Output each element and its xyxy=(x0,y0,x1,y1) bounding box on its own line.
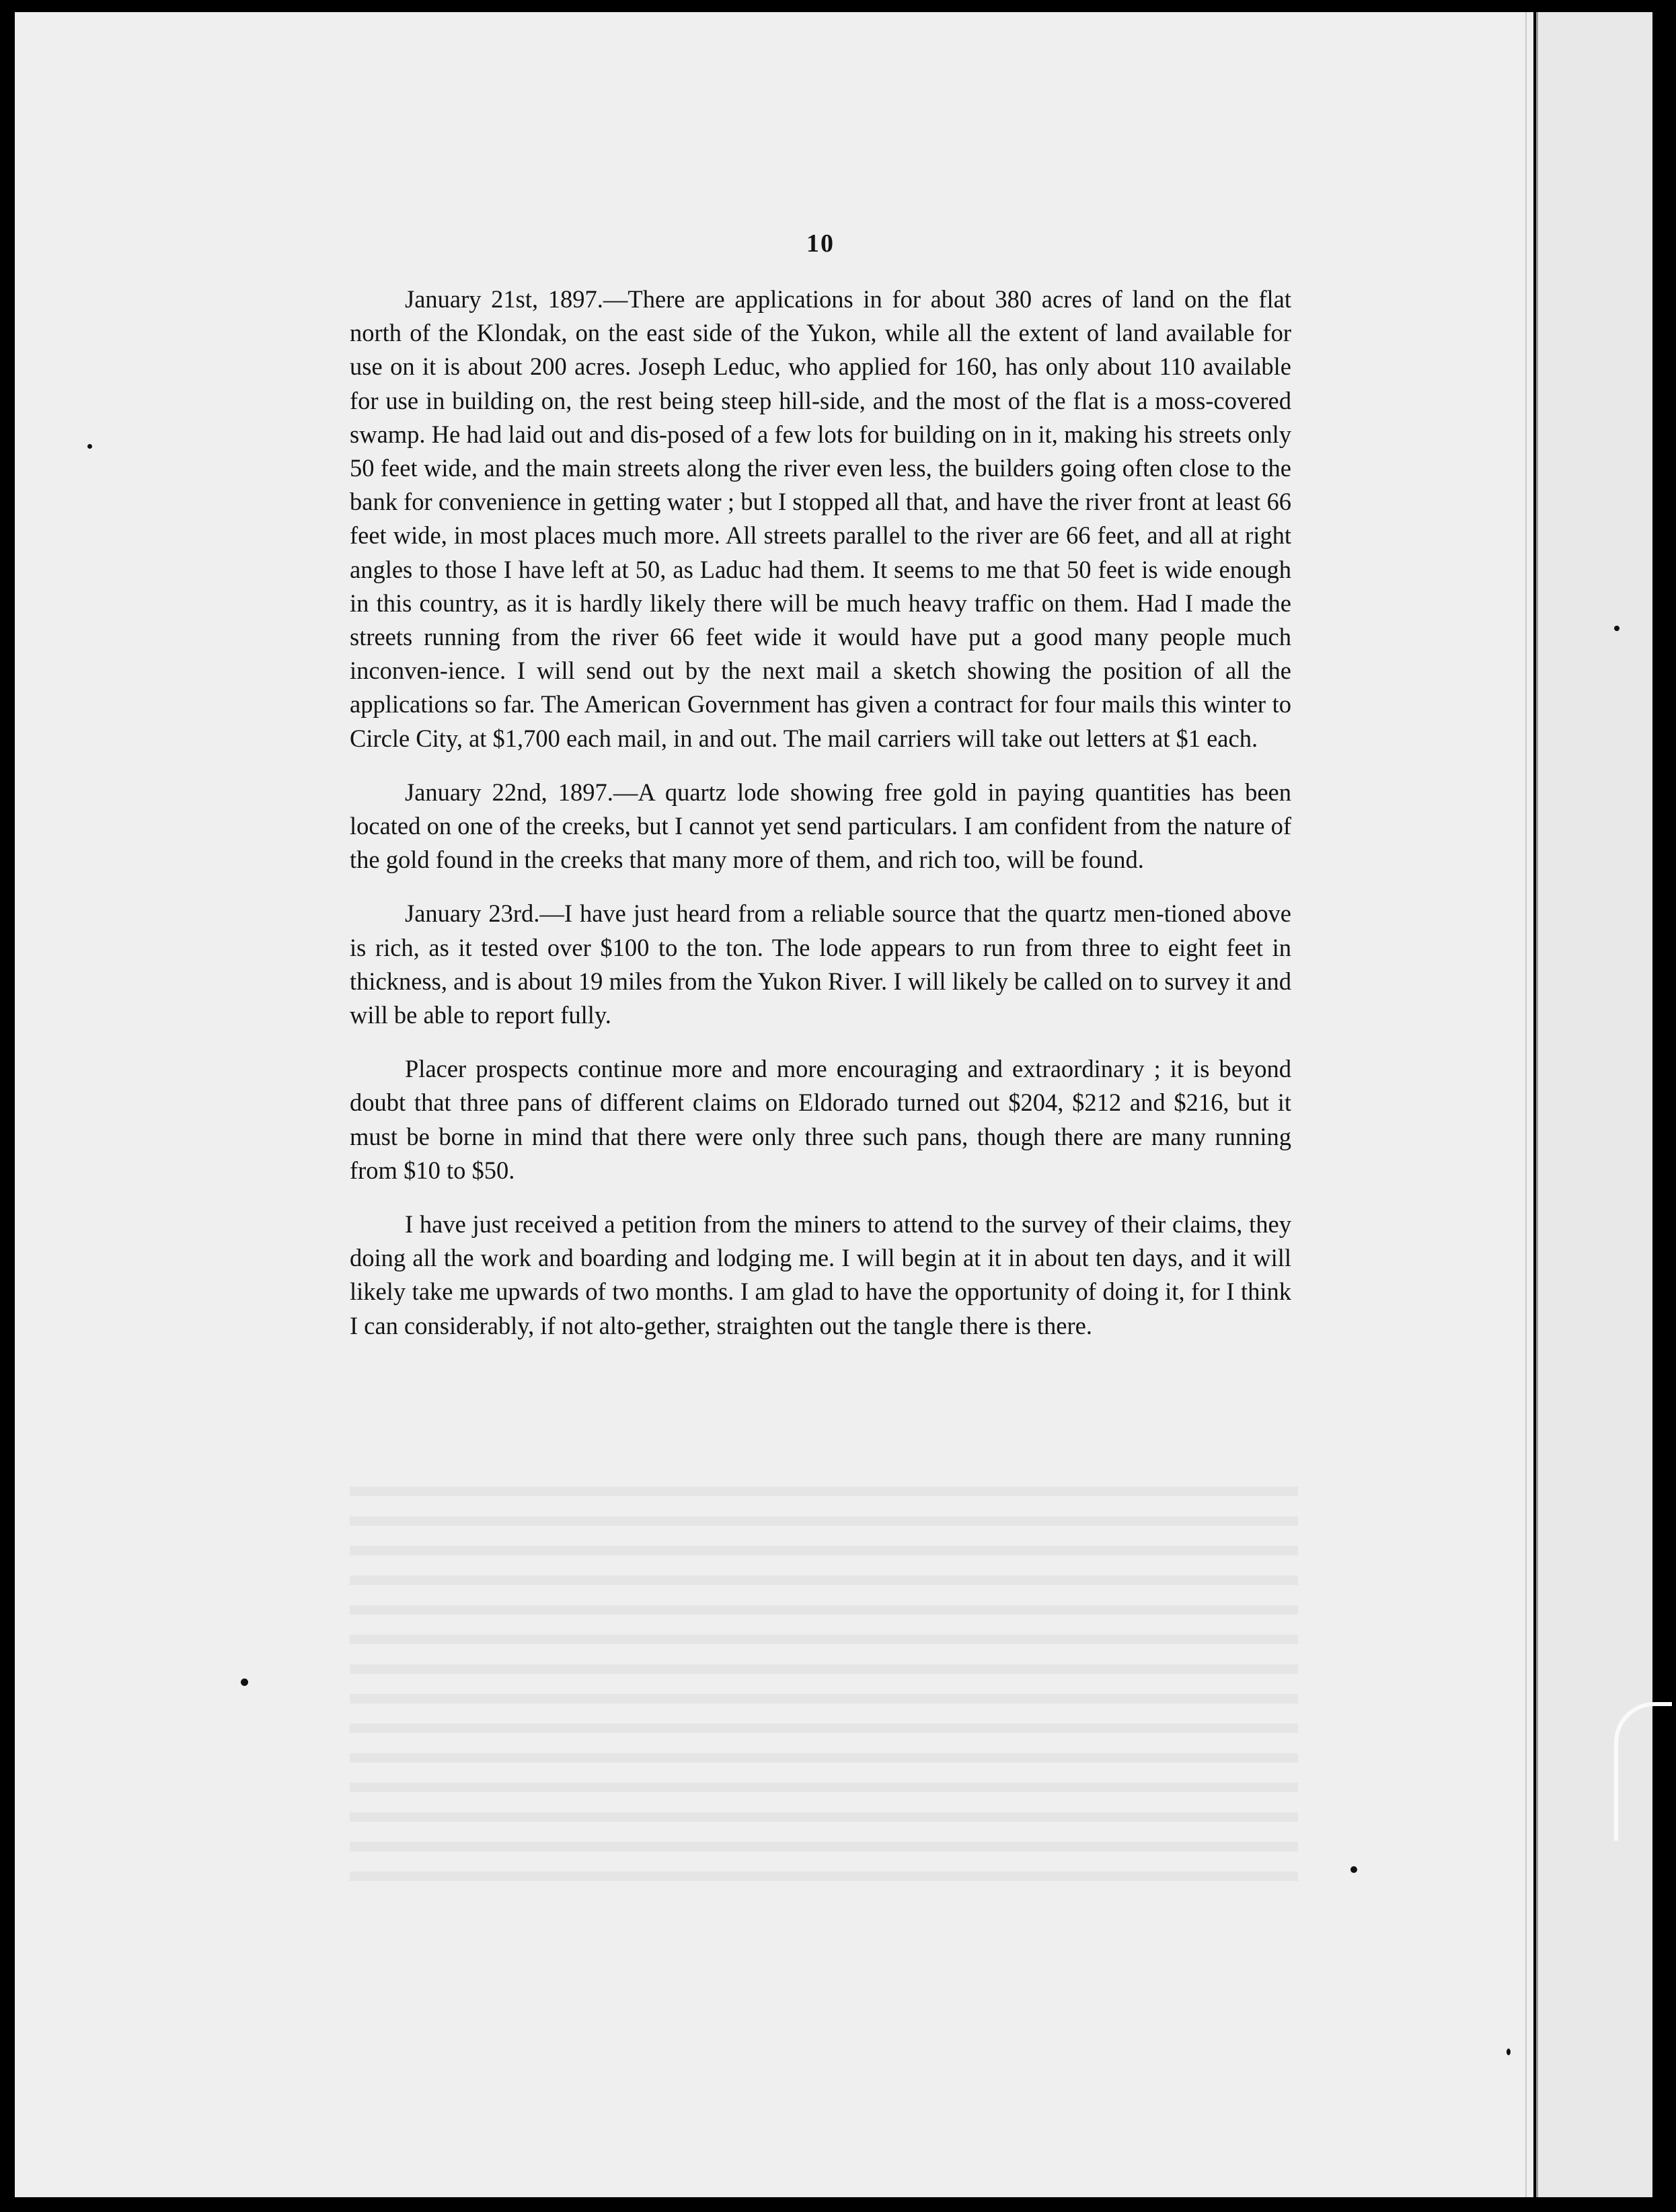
paragraph-placer-prospects: Placer prospects continue more and more encouraging and extraordinary ; it is beyond doubt that three pans of different claims on Eldorado turned out $204, $212 and $216, but it must be borne in mind that there were only three such pans, though there are many running from $10 to $50. xyxy=(350,1055,1291,1184)
ink-speck xyxy=(1507,2049,1511,2055)
paragraph-miners-petition: I have just received a petition from the miners to attend to the survey of their claims, they doing all the work and boarding and lodging me. I will begin at it in about ten days, and it will likely take me upwards of two months. I am glad to have the opportunity of doing it, for I think I can considerably, if not alto-gether, straighten out the tangle there is there. xyxy=(350,1210,1291,1339)
ink-speck xyxy=(1614,626,1620,631)
page-fold-line xyxy=(1525,12,1527,2197)
body-text xyxy=(350,283,1291,1363)
ink-speck xyxy=(241,1679,248,1686)
facing-page-edge xyxy=(1536,12,1652,2197)
scan-artifact-arc xyxy=(1614,1702,1672,1841)
paragraph-january-23: January 23rd.—I have just heard from a reliable source that the quartz men-tioned above is rich, as it tested over $100 to the ton. The lode appears to run from three to eight feet in thickness, and is about 19 miles from the Yukon River. I will likely be called on to survey it and will be able to report fully. xyxy=(350,899,1291,1029)
paragraph-january-22: January 22nd, 1897.—A quartz lode showing free gold in paying quantities has been located on one of the creeks, but I cannot yet send particulars. I am confident from the nature of the gold found in the creeks that many more of them, and rich too, will be found. xyxy=(350,778,1291,874)
paragraph-january-21: January 21st, 1897.—There are applications in for about 380 acres of land on the flat north of the Klondak, on the east side of the Yukon, while all the extent of land available for use on it is about 200 acres. Joseph Leduc, who applied for 160, has only about 110 available for use in building on, the rest being steep hill-side, and the most of the flat is a moss-covered swamp. He had laid out and dis-posed of a few lots for building on in it, making his streets only 50 feet wide, and the main streets along the river even less, the builders going often close to the bank for convenience in getting water ; but I stopped all that, and have the river front at least 66 feet wide, in most places much more. All streets parallel to the river are 66 feet, and all at right angles to those I have left at 50, as Laduc had them. It seems to me that 50 feet is wide enough in this country, as it is hardly likely there will be much heavy traffic on them. Had I made the streets running from the river 66 feet wide it would have put a good many people much inconven-ience. I will send out by the next mail a sketch showing the position of all the applications so far. The American Government has given a contract for four mails this winter to Circle City, at $1,700 each mail, in and out. The mail carriers will take out letters at $1 each. xyxy=(350,285,1291,752)
ink-speck xyxy=(87,444,92,449)
page-number: 10 xyxy=(806,229,835,258)
bleed-through-text xyxy=(350,1467,1298,1884)
ink-speck xyxy=(1350,1866,1357,1873)
